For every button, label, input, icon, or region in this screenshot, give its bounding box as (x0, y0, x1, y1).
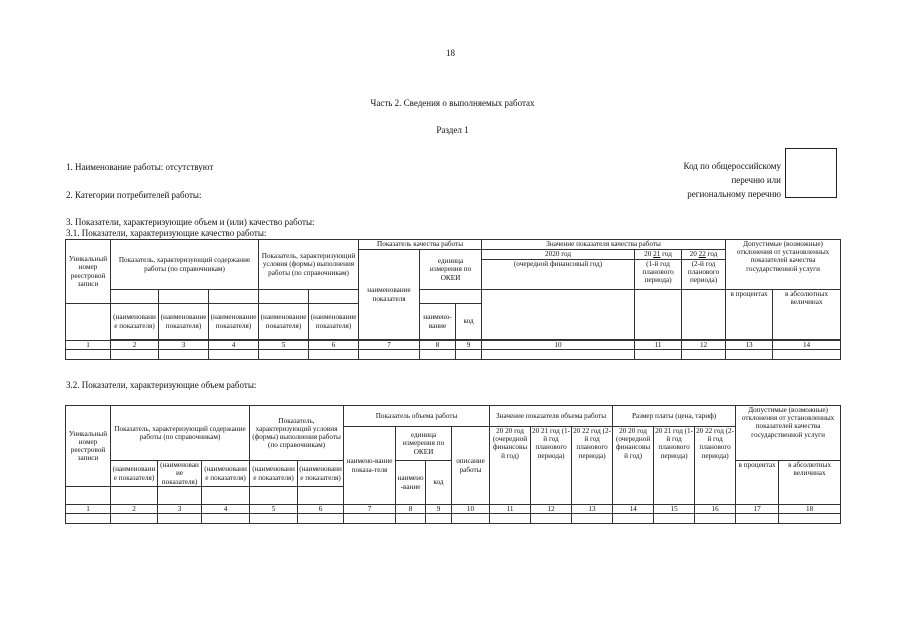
data-cell[interactable] (250, 514, 298, 524)
volume-table (65, 405, 841, 524)
year-2022-head: 20 22 год (682, 250, 726, 260)
volume-year-2: 20 21 год (1-й год планового периода) (531, 427, 572, 505)
volume-year-3: 20 22 год (2-й год планового периода) (572, 427, 613, 505)
param-name-4: (наименование показателя) (250, 461, 298, 487)
unique-number-header: Уникальный номер реестровой записи (66, 240, 111, 304)
year-2021-head: 20 21 год (635, 250, 682, 260)
param-name-4: (наименование показателя) (259, 304, 309, 340)
volume-year-1: 20 20 год (очередной финансовый год) (490, 427, 531, 505)
data-cell[interactable] (66, 514, 111, 524)
data-cell[interactable] (426, 514, 452, 524)
data-cell[interactable] (452, 514, 490, 524)
unique-number-header: Уникальный номер реестровой записи (66, 406, 111, 487)
param-name-3: (наименование показателя) (202, 461, 250, 487)
year-2021-sub: (1-й год планового периода) (635, 260, 682, 290)
data-cell[interactable] (682, 350, 726, 360)
quality-value-header: Значение показателя качества работы (482, 240, 726, 250)
data-cell[interactable] (111, 514, 158, 524)
col-num: 11 (635, 341, 682, 350)
fee-header: Размер платы (цена, тариф) (613, 406, 736, 427)
col-num: 6 (298, 505, 344, 514)
data-cell[interactable] (344, 514, 396, 524)
fee-year-2: 20 21 год (1-й год планового периода) (654, 427, 695, 505)
param-name-2: (наименование показателя) (158, 461, 202, 487)
data-cell[interactable] (158, 514, 202, 524)
quality-indicator-header: Показатель качества работы (359, 240, 482, 250)
deviation-absolute: в абсолютных величинах (773, 290, 841, 340)
data-cell[interactable] (490, 514, 531, 524)
quality-table (65, 239, 841, 360)
content-indicator-header: Показатель, характеризующий содержание работы (по справочникам) (111, 240, 259, 290)
consumers-line: 2. Категории потребителей работы: (66, 190, 202, 200)
deviation-percent: в процентах (736, 461, 779, 505)
unit-code-header: код (456, 304, 482, 340)
year-2020: 2020 год (482, 250, 635, 260)
data-cell[interactable] (654, 514, 695, 524)
param-name-1: (наименование показателя) (111, 461, 158, 487)
col-num: 9 (426, 505, 452, 514)
part-title: Часть 2. Сведения о выполняемых работах (370, 98, 535, 108)
col-num: 10 (452, 505, 490, 514)
section-title: Раздел 1 (436, 125, 469, 135)
data-cell[interactable] (202, 514, 250, 524)
col-num: 2 (111, 505, 158, 514)
year-2022-sub: (2-й год планового периода) (682, 260, 726, 290)
data-cell[interactable] (396, 514, 426, 524)
col-num: 13 (572, 505, 613, 514)
col-num: 18 (779, 505, 841, 514)
data-cell[interactable] (298, 514, 344, 524)
unit-code-header: код (426, 461, 452, 505)
col-num: 10 (482, 341, 635, 350)
col-num: 8 (396, 505, 426, 514)
col-num: 7 (359, 341, 420, 350)
col-num: 1 (66, 341, 111, 350)
code-label-1: Код по общероссийскому (683, 161, 781, 171)
col-num: 13 (726, 341, 773, 350)
data-cell[interactable] (779, 514, 841, 524)
indicators-heading: 3. Показатели, характеризующие объем и (или) качество работы: (66, 217, 315, 227)
data-cell[interactable] (111, 350, 159, 360)
unit-header: единица измерения по ОКЕИ (396, 427, 452, 461)
col-num: 14 (613, 505, 654, 514)
data-cell[interactable] (209, 350, 259, 360)
col-num: 1 (66, 505, 111, 514)
volume-indicator-header: Показатель объема работы (344, 406, 490, 427)
col-num: 4 (209, 341, 259, 350)
code-label-2: перечню или (731, 175, 781, 185)
volume-value-header: Значение показателя объема работы (490, 406, 613, 427)
condition-indicator-header: Показатель, характеризующий условия (формы) выполнения работы (по справочникам) (259, 240, 359, 290)
unit-name-header: наимено-вание (396, 461, 426, 505)
volume-heading: 3.2. Показатели, характеризующие объем работы: (66, 380, 257, 390)
unit-header: единица измерения по ОКЕИ (420, 250, 482, 290)
col-num: 8 (420, 341, 456, 350)
code-box[interactable] (785, 148, 837, 198)
col-num: 11 (490, 505, 531, 514)
col-num: 7 (344, 505, 396, 514)
col-num: 4 (202, 505, 250, 514)
content-indicator-header: Показатель, характеризующий содержание работы (по справочникам) (111, 406, 250, 461)
deviation-header: Допустимые (возможные) отклонения от установленных показателей качества государственной услуги (726, 240, 841, 290)
data-cell[interactable] (613, 514, 654, 524)
data-cell[interactable] (736, 514, 779, 524)
col-num: 6 (309, 341, 359, 350)
indicator-name-header: наименование показателя (359, 250, 420, 340)
fee-year-1: 20 20 год (очередной финансовый год) (613, 427, 654, 505)
col-num: 12 (531, 505, 572, 514)
col-num: 12 (682, 341, 726, 350)
data-cell[interactable] (159, 350, 209, 360)
data-cell[interactable] (635, 350, 682, 360)
col-num: 16 (695, 505, 736, 514)
work-name-line: 1. Наименование работы: отсутствуют (66, 162, 214, 172)
data-cell[interactable] (309, 350, 359, 360)
data-cell[interactable] (531, 514, 572, 524)
quality-heading: 3.1. Показатели, характеризующие качество работы: (66, 228, 267, 238)
deviation-header: Допустимые (возможные) отклонения от установленных показателей качества государственной услуги (736, 406, 841, 461)
col-num: 17 (736, 505, 779, 514)
param-name-5: (наименование показателя) (309, 304, 359, 340)
unit-name-header: наимено-вание (420, 304, 456, 340)
col-num: 9 (456, 341, 482, 350)
param-name-3: (наименование показателя) (209, 304, 259, 340)
data-cell[interactable] (259, 350, 309, 360)
data-cell[interactable] (572, 514, 613, 524)
col-num: 14 (773, 341, 841, 350)
col-num: 5 (259, 341, 309, 350)
deviation-percent: в процентах (726, 290, 773, 340)
param-name-5: (наименование показателя) (298, 461, 344, 487)
col-num: 3 (158, 505, 202, 514)
col-num: 3 (159, 341, 209, 350)
condition-indicator-header: Показатель, характеризующий условия (формы) выполнения работы (по справочникам) (250, 406, 344, 461)
data-cell[interactable] (482, 350, 635, 360)
fee-year-3: 20 22 год (2-й год планового периода) (695, 427, 736, 505)
page-number: 18 (446, 48, 455, 58)
indicator-name-header: наимено-вание показа-теля (344, 427, 396, 505)
data-cell[interactable] (695, 514, 736, 524)
param-name-1: (наименование показателя) (111, 304, 159, 340)
col-num: 2 (111, 341, 159, 350)
deviation-absolute: в абсолютных величинах (779, 461, 841, 505)
work-description-header: описание работы (452, 427, 490, 505)
data-cell[interactable] (773, 350, 841, 360)
col-num: 15 (654, 505, 695, 514)
data-cell[interactable] (66, 350, 111, 360)
data-cell[interactable] (456, 350, 482, 360)
year-2020-sub: (очередной финансовый год) (482, 260, 635, 290)
code-label-3: региональному перечню (687, 189, 781, 199)
data-cell[interactable] (359, 350, 420, 360)
data-cell[interactable] (420, 350, 456, 360)
data-cell[interactable] (726, 350, 773, 360)
param-name-2: (наименование показателя) (159, 304, 209, 340)
col-num: 5 (250, 505, 298, 514)
